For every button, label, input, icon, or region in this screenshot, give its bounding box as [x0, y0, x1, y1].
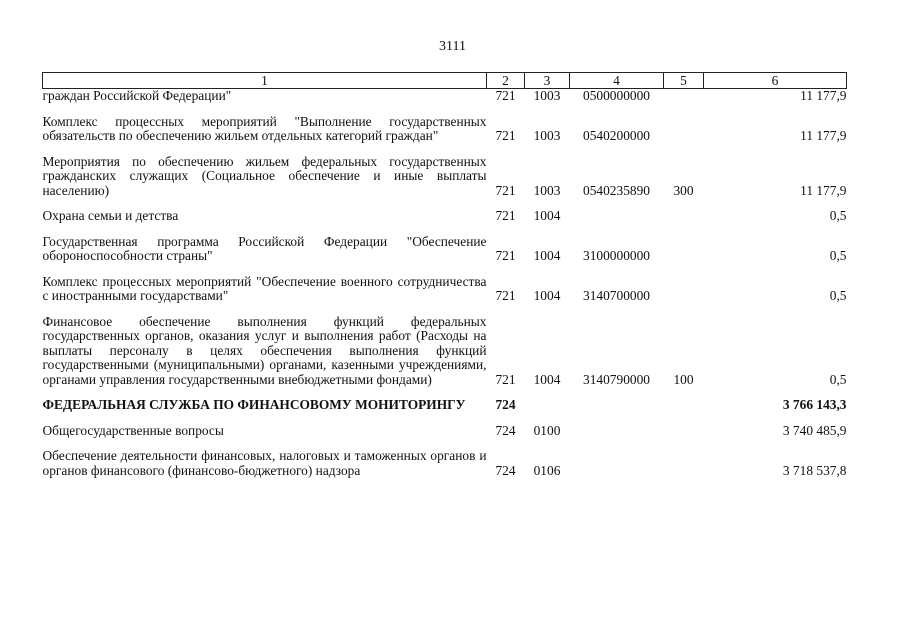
row-name: Комплекс процессных мероприятий "Выполнение государственных обязательств по обеспечению жильем отдельных категорий граждан" [42, 113, 487, 143]
table-header-row [43, 73, 847, 89]
table-row [43, 424, 847, 439]
row-name: Охрана семьи и детства [42, 208, 179, 223]
row-expense-type [664, 275, 704, 304]
row-amount: 11 177,9 [800, 88, 847, 103]
row-amount: 11 177,9 [800, 128, 847, 143]
row-ministry: 721 [495, 208, 516, 223]
row-section: 1003 [533, 128, 561, 143]
row-section: 0100 [533, 422, 561, 438]
row-expense-type [664, 235, 704, 264]
page-number: 3111 [439, 39, 466, 54]
row-amount: 0,5 [829, 248, 847, 263]
row-name: Обеспечение деятельности финансовых, налоговых и таможенных органов и органов финансового (финансово-бюджетного) надзора [42, 448, 487, 478]
row-expense-type: 100 [673, 371, 694, 387]
col-header-name: 1 [43, 73, 487, 89]
row-name: Финансовое обеспечение выполнения функций федеральных государственных органов, оказания услуг и выполнения работ (Расходы на выплаты персоналу в целях обеспечения выполнения функций государственными (муниципальными) органами, казенными учреждениями, органами управления государственными внебюджетными фондами) [42, 313, 487, 387]
table-row [43, 155, 847, 199]
row-name: Мероприятия по обеспечению жильем федеральных государственных гражданских служащих (Социальное обеспечение и иные выплаты населению) [42, 153, 487, 198]
row-target: 3140700000 [583, 288, 650, 303]
col-header-amount: 6 [704, 73, 847, 89]
col-header-target: 4 [570, 73, 664, 89]
row-ministry: 721 [495, 248, 516, 263]
row-name: Комплекс процессных мероприятий "Обеспечение военного сотрудничества с иностранными государствами" [42, 273, 487, 303]
table-row [43, 315, 847, 388]
budget-table [42, 72, 847, 478]
row-section: 1004 [533, 248, 561, 263]
row-ministry: 721 [495, 182, 516, 198]
row-target [570, 424, 664, 439]
row-target: 0540235890 [583, 182, 650, 198]
table-row-agency [43, 398, 847, 413]
row-amount: 0,5 [829, 208, 847, 223]
row-expense-type [664, 89, 704, 104]
row-section: 1004 [533, 208, 561, 223]
table-row [43, 209, 847, 224]
row-target: 0540200000 [583, 128, 650, 143]
row-section: 0106 [533, 462, 561, 478]
row-expense-type: 300 [673, 182, 694, 198]
row-expense-type [664, 449, 704, 478]
row-target: 0500000000 [583, 88, 650, 103]
row-section: 1004 [533, 288, 561, 303]
table-row [43, 89, 847, 104]
row-amount: 11 177,9 [800, 182, 847, 198]
row-target [570, 449, 664, 478]
row-expense-type [664, 398, 704, 413]
row-ministry: 721 [495, 88, 516, 103]
row-expense-type [664, 209, 704, 224]
row-amount: 3 718 537,8 [782, 462, 847, 478]
row-target: 3140790000 [583, 371, 650, 387]
row-section [525, 398, 570, 413]
col-header-expense-type: 5 [664, 73, 704, 89]
row-target: 3100000000 [583, 248, 650, 263]
row-target [570, 209, 664, 224]
row-ministry: 721 [495, 288, 516, 303]
row-name: Общегосударственные вопросы [42, 422, 224, 438]
row-ministry: 724 [495, 462, 516, 478]
row-ministry: 721 [495, 128, 516, 143]
row-ministry: 724 [495, 397, 516, 412]
row-amount: 3 766 143,3 [782, 397, 847, 412]
row-name: граждан Российской Федерации" [42, 88, 232, 103]
table-row [43, 235, 847, 264]
table-row [43, 449, 847, 478]
row-expense-type [664, 115, 704, 144]
table-row [43, 115, 847, 144]
row-amount: 3 740 485,9 [782, 422, 847, 438]
row-target [570, 398, 664, 413]
row-expense-type [664, 424, 704, 439]
row-amount: 0,5 [829, 371, 847, 387]
row-name: Государственная программа Российской Федерации "Обеспечение обороноспособности страны" [42, 233, 487, 263]
row-amount: 0,5 [829, 288, 847, 303]
row-section: 1004 [533, 371, 561, 387]
row-name: ФЕДЕРАЛЬНАЯ СЛУЖБА ПО ФИНАНСОВОМУ МОНИТОРИНГУ [42, 397, 466, 412]
row-ministry: 721 [495, 371, 516, 387]
col-header-section: 3 [525, 73, 570, 89]
table-row [43, 275, 847, 304]
row-ministry: 724 [495, 422, 516, 438]
col-header-ministry: 2 [487, 73, 525, 89]
row-section: 1003 [533, 88, 561, 103]
row-section: 1003 [533, 182, 561, 198]
